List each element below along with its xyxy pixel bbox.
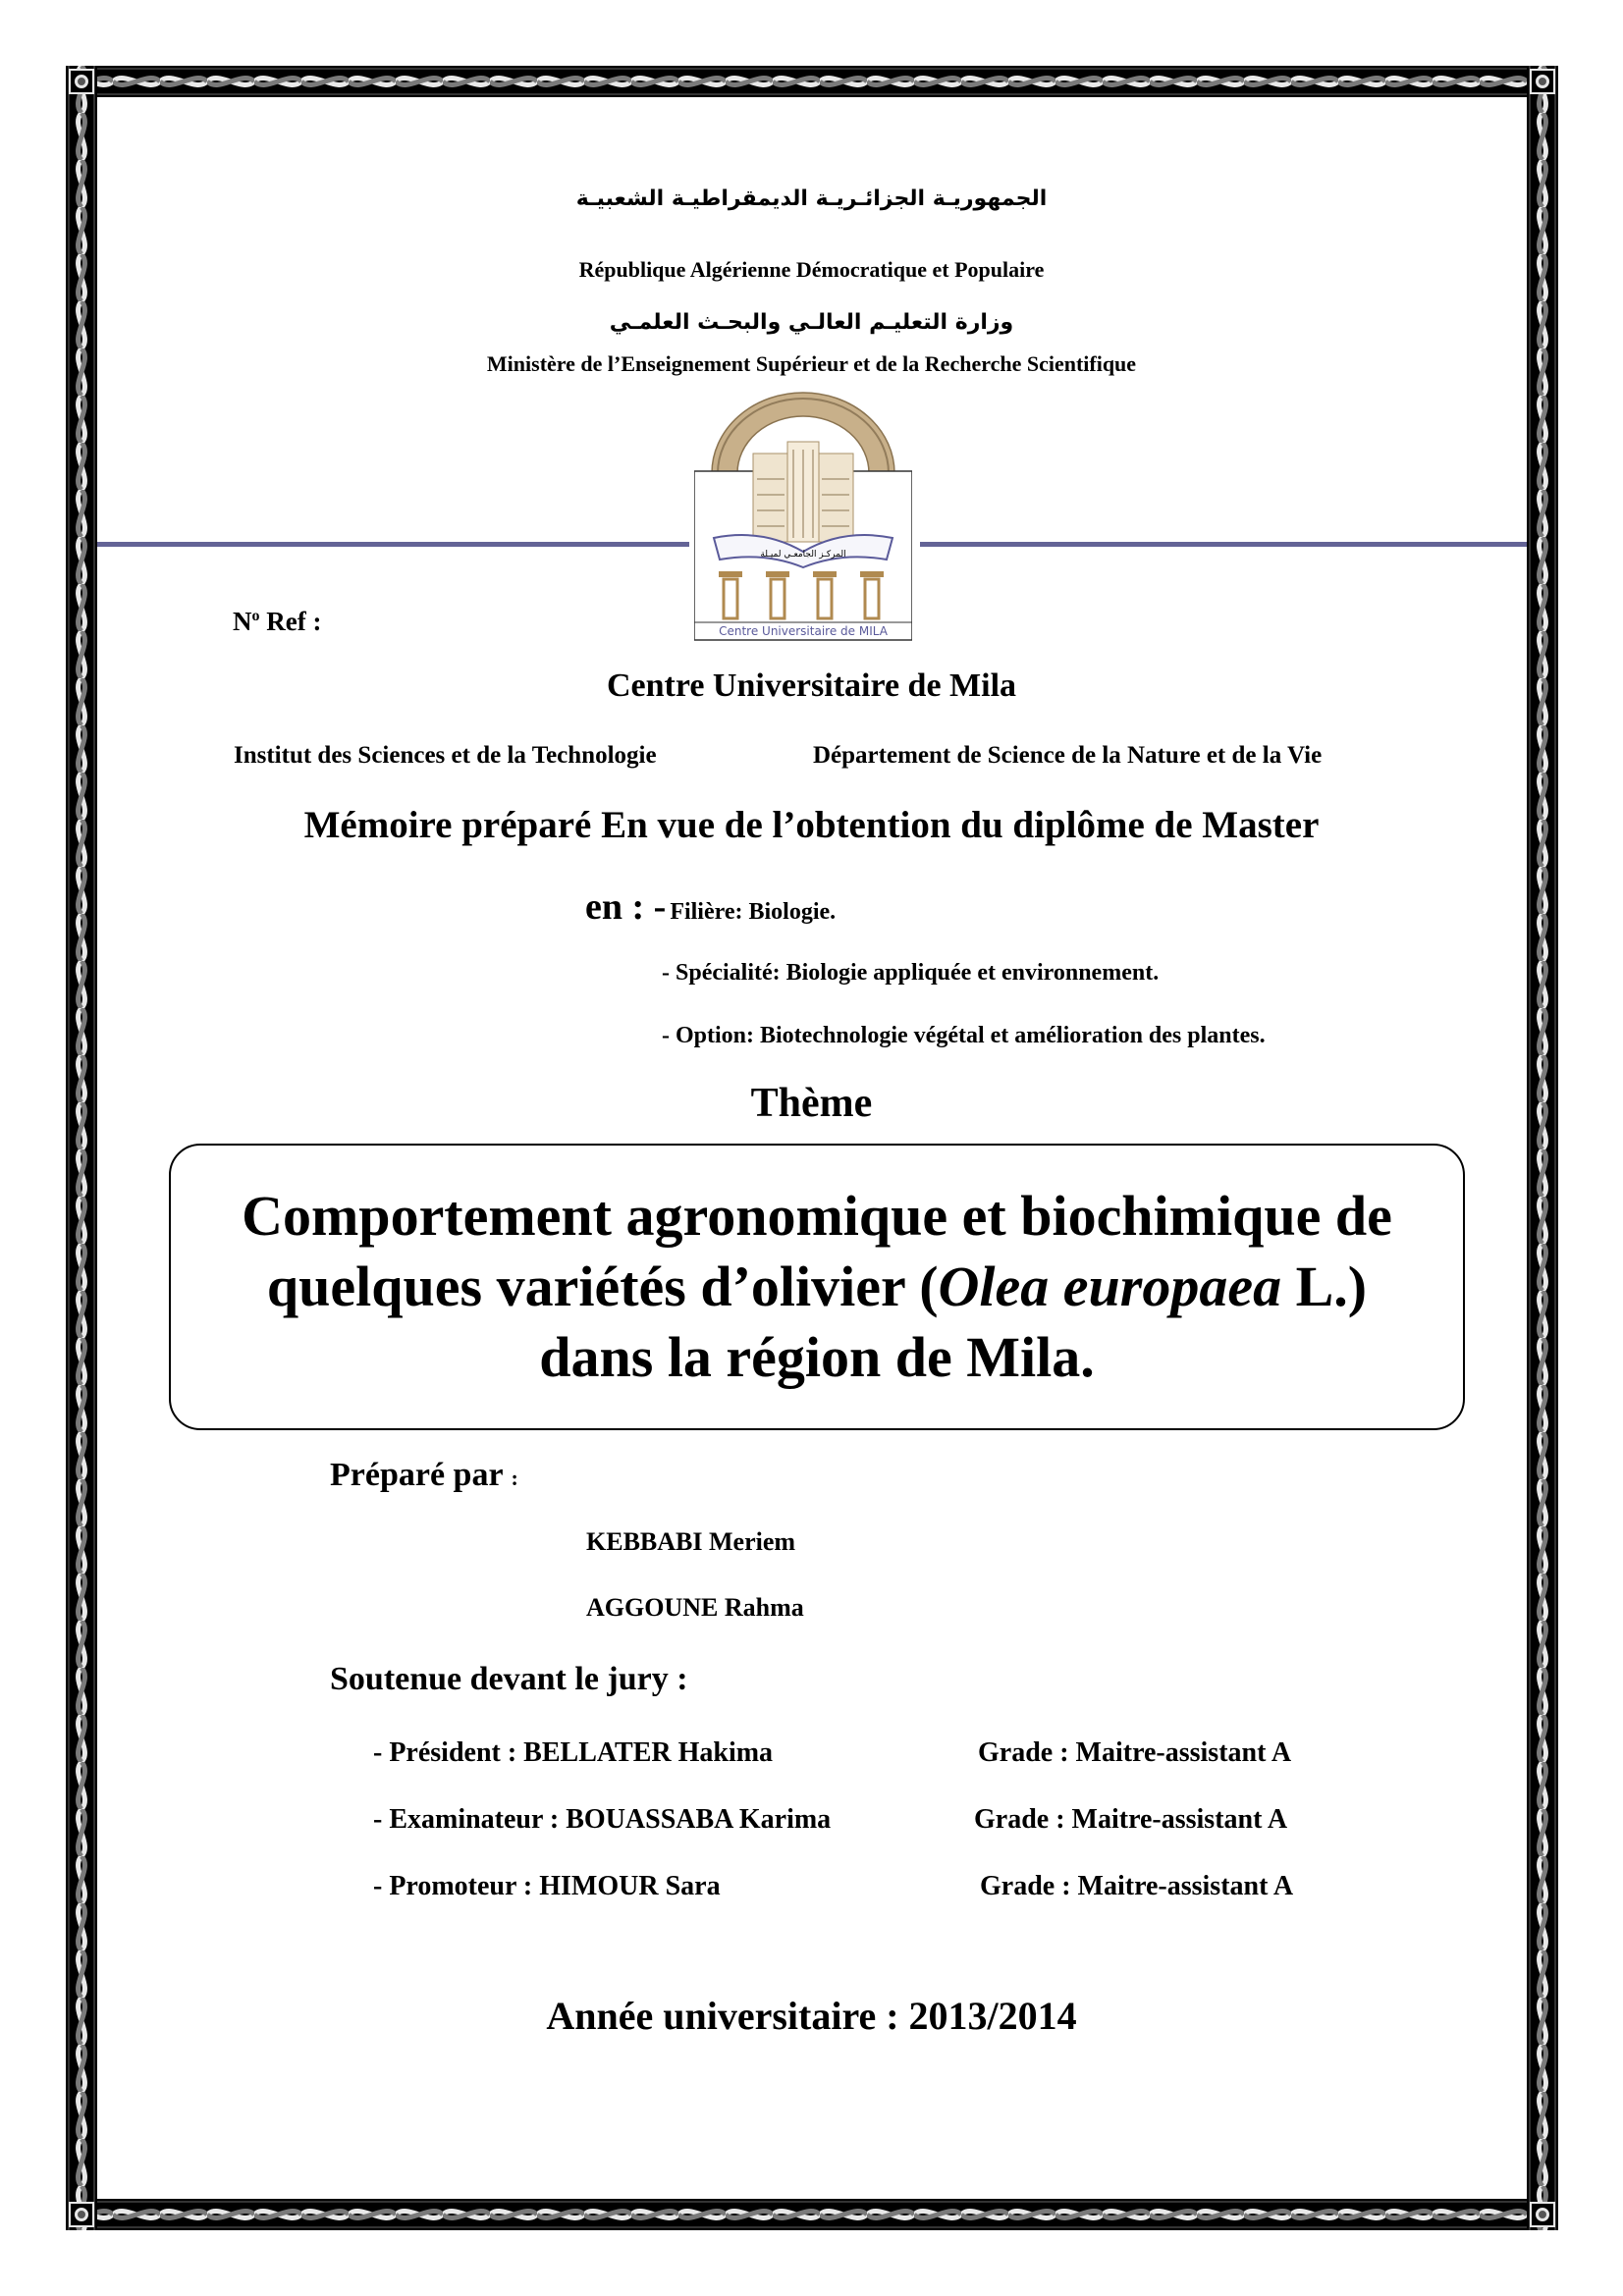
ministry-heading: Ministère de l’Enseignement Supérieur et de la Recherche Scientifique [486, 351, 1137, 376]
corner-ornament-top-right [1530, 69, 1555, 94]
border-bottom [66, 2199, 1558, 2230]
logo-arabic-caption: المركـز الجامعـي لميـلة [760, 550, 846, 560]
border-right [1527, 66, 1558, 2230]
ring-icon [1536, 75, 1549, 88]
memoire-title: Mémoire préparé En vue de l’obtention du diplôme de Master [303, 804, 1320, 846]
ref-superscript: o [251, 608, 260, 624]
ring-icon [1536, 2208, 1549, 2221]
academic-year: Année universitaire : 2013/2014 [546, 1994, 1077, 2038]
theme-title-box [169, 1144, 1465, 1430]
prepared-by-heading [330, 1457, 518, 1494]
institute-name: Institut des Sciences et de la Technologie [234, 742, 657, 769]
jury-grade-examinateur: Grade : Maitre-assistant A [974, 1804, 1288, 1835]
ring-icon [75, 75, 88, 88]
en-label: en : - [585, 886, 667, 928]
species-name: Olea europaea [938, 1255, 1282, 1318]
braid-pattern-bottom [66, 2199, 1558, 2230]
jury-grade-president: Grade : Maitre-assistant A [978, 1737, 1292, 1768]
corner-ornament-bottom-left [69, 2202, 94, 2227]
institution-name: Centre Universitaire de Mila [606, 667, 1017, 704]
ref-label: N [233, 607, 252, 636]
prepared-label: Préparé par [330, 1457, 503, 1493]
republic-heading: République Algérienne Démocratique et Populaire [578, 257, 1045, 282]
border-top [66, 66, 1558, 97]
ring-icon [75, 2208, 88, 2221]
filiere: Filière: Biologie. [670, 899, 837, 925]
theme-text: L.) [1281, 1255, 1368, 1318]
theme-text: quelques variétés d’olivier ( [266, 1255, 939, 1318]
program-line [585, 885, 836, 929]
corner-ornament-bottom-right [1530, 2202, 1555, 2227]
theme-title-line-3: dans la région de Mila. [539, 1325, 1095, 1389]
border-left [66, 66, 97, 2230]
ref-suffix: Ref : [259, 607, 322, 636]
arabic-republic-heading: الجمهوريـة الجزائـريـة الديمقراطيـة الشعبيـة [575, 187, 1048, 211]
theme-title-line-2 [267, 1252, 1367, 1322]
author-1: KEBBABI Meriem [586, 1527, 796, 1556]
jury-member-examinateur: - Examinateur : BOUASSABA Karima [373, 1804, 832, 1835]
jury-heading: Soutenue devant le jury : [330, 1661, 688, 1697]
arabic-ministry-heading: وزارة التعليـم العالـي والبحـث العلمـي [609, 310, 1014, 335]
left-horizontal-rule [97, 542, 689, 547]
prepared-colon: : [511, 1466, 518, 1490]
theme-label: Thème [750, 1081, 873, 1126]
right-horizontal-rule [920, 542, 1527, 547]
braid-pattern-top [66, 66, 1558, 97]
braid-pattern-left [66, 66, 97, 2230]
braid-pattern-right [1527, 66, 1558, 2230]
author-2: AGGOUNE Rahma [586, 1593, 804, 1622]
reference-number [233, 607, 321, 637]
jury-member-president: - Président : BELLATER Hakima [373, 1737, 774, 1768]
specialite: - Spécialité: Biologie appliquée et environnement. [662, 960, 1160, 986]
university-logo [694, 391, 912, 642]
jury-member-promoteur: - Promoteur : HIMOUR Sara [373, 1871, 721, 1901]
logo-caption: Centre Universitaire de MILA [719, 624, 888, 638]
theme-title-line-1: Comportement agronomique et biochimique de [242, 1184, 1392, 1248]
jury-grade-promoteur: Grade : Maitre-assistant A [980, 1871, 1294, 1901]
corner-ornament-top-left [69, 69, 94, 94]
department-name: Département de Science de la Nature et de la Vie [813, 742, 1323, 769]
option: - Option: Biotechnologie végétal et amélioration des plantes. [662, 1023, 1266, 1048]
logo-artwork [694, 391, 912, 642]
